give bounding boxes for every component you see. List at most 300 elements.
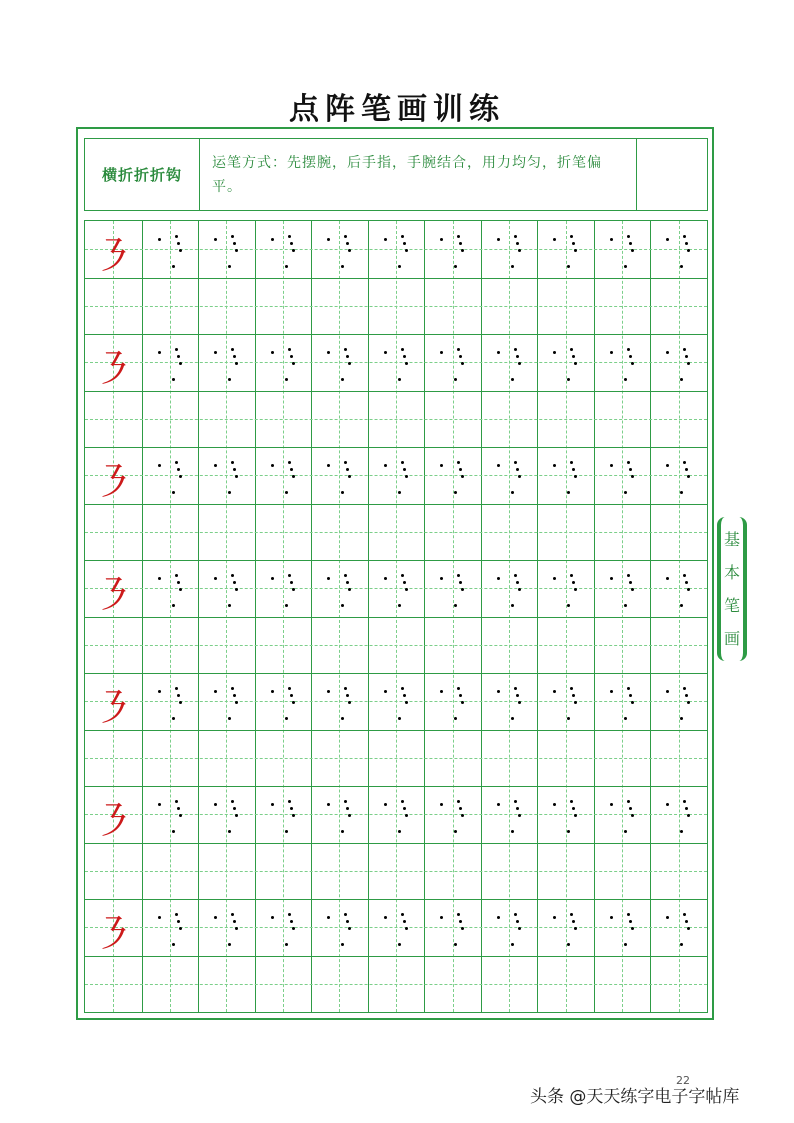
trace-dot — [290, 920, 293, 923]
trace-dot — [570, 800, 573, 803]
trace-dot — [341, 378, 344, 381]
trace-dot — [685, 242, 688, 245]
trace-dot — [454, 491, 457, 494]
trace-dot — [405, 927, 408, 930]
grid-guide-line — [85, 645, 707, 646]
trace-dot — [405, 588, 408, 591]
trace-dot — [572, 807, 575, 810]
trace-dot — [553, 690, 556, 693]
trace-dot — [384, 238, 387, 241]
grid-row-line — [85, 673, 707, 674]
trace-dot — [341, 265, 344, 268]
trace-dot — [574, 588, 577, 591]
trace-dot — [235, 814, 238, 817]
trace-dot — [271, 238, 274, 241]
trace-dot — [631, 588, 634, 591]
trace-dot — [285, 265, 288, 268]
trace-dot — [398, 378, 401, 381]
trace-dot — [285, 830, 288, 833]
trace-dot — [175, 574, 178, 577]
trace-dot — [233, 920, 236, 923]
trace-dot — [346, 694, 349, 697]
trace-dot — [285, 717, 288, 720]
trace-dot — [666, 916, 669, 919]
trace-dot — [214, 690, 217, 693]
trace-dot — [631, 814, 634, 817]
grid-guide-line — [85, 532, 707, 533]
trace-dot — [288, 800, 291, 803]
trace-dot — [401, 800, 404, 803]
trace-dot — [610, 690, 613, 693]
trace-dot — [398, 717, 401, 720]
trace-dot — [572, 468, 575, 471]
trace-dot — [631, 362, 634, 365]
trace-dot — [179, 249, 182, 252]
trace-dot — [572, 581, 575, 584]
trace-dot — [553, 803, 556, 806]
trace-dot — [629, 807, 632, 810]
trace-dot — [627, 348, 630, 351]
trace-dot — [292, 362, 295, 365]
trace-dot — [624, 717, 627, 720]
trace-dot — [401, 348, 404, 351]
side-tab-char: 基 — [723, 529, 740, 549]
trace-dot — [454, 943, 457, 946]
trace-dot — [344, 574, 347, 577]
trace-dot — [518, 362, 521, 365]
trace-dot — [685, 468, 688, 471]
trace-dot — [327, 690, 330, 693]
trace-dot — [511, 378, 514, 381]
trace-dot — [405, 701, 408, 704]
trace-dot — [627, 687, 630, 690]
trace-dot — [553, 916, 556, 919]
trace-dot — [403, 920, 406, 923]
trace-dot — [228, 717, 231, 720]
grid-guide-line — [85, 871, 707, 872]
trace-dot — [516, 920, 519, 923]
trace-dot — [497, 916, 500, 919]
trace-dot — [398, 604, 401, 607]
trace-dot — [341, 491, 344, 494]
side-tab — [717, 517, 747, 661]
grid-row-line — [85, 730, 707, 731]
trace-dot — [624, 830, 627, 833]
trace-dot — [285, 491, 288, 494]
trace-dot — [292, 814, 295, 817]
trace-dot — [327, 803, 330, 806]
trace-dot — [497, 577, 500, 580]
watermark: 头条 @天天练字电子字帖库 — [530, 1087, 740, 1107]
trace-dot — [680, 830, 683, 833]
trace-dot — [341, 604, 344, 607]
trace-dot — [627, 913, 630, 916]
trace-dot — [666, 351, 669, 354]
trace-dot — [175, 687, 178, 690]
trace-dot — [685, 581, 688, 584]
model-stroke: ㇋ — [93, 799, 133, 845]
trace-dot — [233, 807, 236, 810]
trace-dot — [457, 235, 460, 238]
trace-dot — [511, 491, 514, 494]
trace-dot — [457, 348, 460, 351]
stroke-method: 运笔方式：先摆腕，后手指，手腕结合，用力均匀，折笔偏平。 — [200, 139, 637, 210]
trace-dot — [511, 830, 514, 833]
trace-dot — [158, 577, 161, 580]
trace-dot — [288, 913, 291, 916]
trace-dot — [666, 577, 669, 580]
trace-dot — [290, 468, 293, 471]
trace-dot — [666, 690, 669, 693]
trace-dot — [570, 574, 573, 577]
trace-dot — [666, 464, 669, 467]
model-stroke: ㇋ — [93, 686, 133, 732]
trace-dot — [680, 378, 683, 381]
side-tab-char: 笔 — [723, 595, 740, 615]
trace-dot — [177, 242, 180, 245]
trace-dot — [683, 461, 686, 464]
trace-dot — [685, 355, 688, 358]
trace-dot — [172, 265, 175, 268]
trace-dot — [518, 701, 521, 704]
stroke-header — [84, 138, 708, 211]
trace-dot — [290, 581, 293, 584]
trace-dot — [574, 701, 577, 704]
trace-dot — [231, 235, 234, 238]
trace-dot — [685, 920, 688, 923]
trace-dot — [405, 814, 408, 817]
trace-dot — [454, 378, 457, 381]
trace-dot — [177, 920, 180, 923]
trace-dot — [572, 242, 575, 245]
trace-dot — [233, 242, 236, 245]
side-tab-char: 画 — [723, 628, 740, 648]
trace-dot — [457, 574, 460, 577]
trace-dot — [610, 916, 613, 919]
trace-dot — [175, 461, 178, 464]
trace-dot — [327, 916, 330, 919]
trace-dot — [228, 943, 231, 946]
trace-dot — [574, 475, 577, 478]
trace-dot — [570, 461, 573, 464]
trace-dot — [497, 803, 500, 806]
trace-dot — [290, 242, 293, 245]
trace-dot — [461, 701, 464, 704]
grid-row-line — [85, 899, 707, 900]
trace-dot — [666, 238, 669, 241]
trace-dot — [683, 913, 686, 916]
trace-dot — [401, 687, 404, 690]
trace-dot — [175, 235, 178, 238]
trace-dot — [384, 464, 387, 467]
trace-dot — [344, 235, 347, 238]
trace-dot — [172, 717, 175, 720]
trace-dot — [680, 943, 683, 946]
trace-dot — [346, 355, 349, 358]
trace-dot — [175, 913, 178, 916]
grid-row-line — [85, 956, 707, 957]
trace-dot — [344, 348, 347, 351]
trace-dot — [292, 475, 295, 478]
trace-dot — [292, 588, 295, 591]
trace-dot — [346, 807, 349, 810]
trace-dot — [553, 238, 556, 241]
stroke-name: 横折折折钩 — [85, 139, 200, 210]
trace-dot — [440, 803, 443, 806]
trace-dot — [348, 249, 351, 252]
trace-dot — [567, 604, 570, 607]
trace-dot — [567, 491, 570, 494]
trace-dot — [271, 577, 274, 580]
trace-dot — [516, 581, 519, 584]
trace-dot — [346, 581, 349, 584]
trace-dot — [683, 348, 686, 351]
trace-dot — [553, 464, 556, 467]
grid-row-line — [85, 447, 707, 448]
trace-dot — [288, 574, 291, 577]
trace-dot — [348, 927, 351, 930]
grid-row-line — [85, 560, 707, 561]
trace-dot — [570, 913, 573, 916]
trace-dot — [292, 701, 295, 704]
trace-dot — [631, 475, 634, 478]
trace-dot — [461, 475, 464, 478]
trace-dot — [228, 604, 231, 607]
trace-dot — [497, 464, 500, 467]
trace-dot — [175, 348, 178, 351]
trace-dot — [341, 717, 344, 720]
trace-dot — [461, 588, 464, 591]
trace-dot — [158, 916, 161, 919]
trace-dot — [511, 717, 514, 720]
trace-dot — [511, 604, 514, 607]
grid-row-line — [85, 843, 707, 844]
trace-dot — [680, 717, 683, 720]
trace-dot — [553, 351, 556, 354]
trace-dot — [344, 687, 347, 690]
trace-dot — [405, 475, 408, 478]
grid-guide-line — [85, 984, 707, 985]
trace-dot — [398, 830, 401, 833]
trace-dot — [454, 830, 457, 833]
trace-dot — [384, 351, 387, 354]
trace-dot — [610, 351, 613, 354]
trace-dot — [685, 694, 688, 697]
trace-dot — [440, 916, 443, 919]
trace-dot — [228, 830, 231, 833]
trace-dot — [384, 577, 387, 580]
trace-dot — [459, 920, 462, 923]
trace-dot — [231, 574, 234, 577]
trace-dot — [346, 242, 349, 245]
trace-dot — [454, 717, 457, 720]
trace-dot — [172, 830, 175, 833]
trace-dot — [518, 588, 521, 591]
trace-dot — [401, 461, 404, 464]
trace-dot — [271, 803, 274, 806]
trace-dot — [570, 687, 573, 690]
page-title: 点阵笔画训练 — [289, 92, 505, 127]
trace-dot — [631, 701, 634, 704]
trace-dot — [574, 927, 577, 930]
trace-dot — [233, 468, 236, 471]
trace-dot — [285, 604, 288, 607]
trace-dot — [514, 800, 517, 803]
trace-dot — [624, 491, 627, 494]
trace-dot — [627, 235, 630, 238]
trace-dot — [627, 461, 630, 464]
trace-dot — [683, 235, 686, 238]
model-stroke: ㇋ — [93, 347, 133, 393]
trace-dot — [514, 574, 517, 577]
trace-dot — [459, 355, 462, 358]
trace-dot — [511, 943, 514, 946]
trace-dot — [235, 927, 238, 930]
trace-dot — [231, 800, 234, 803]
trace-dot — [627, 574, 630, 577]
trace-dot — [403, 468, 406, 471]
trace-dot — [228, 491, 231, 494]
trace-dot — [327, 351, 330, 354]
trace-dot — [403, 355, 406, 358]
trace-dot — [440, 690, 443, 693]
trace-dot — [403, 242, 406, 245]
grid-row-line — [85, 786, 707, 787]
trace-dot — [341, 943, 344, 946]
trace-dot — [214, 577, 217, 580]
trace-dot — [327, 464, 330, 467]
trace-dot — [158, 238, 161, 241]
trace-dot — [290, 355, 293, 358]
trace-dot — [172, 378, 175, 381]
trace-dot — [516, 355, 519, 358]
trace-dot — [231, 461, 234, 464]
trace-dot — [344, 461, 347, 464]
trace-dot — [179, 475, 182, 478]
trace-dot — [440, 464, 443, 467]
trace-dot — [384, 803, 387, 806]
trace-dot — [567, 378, 570, 381]
model-stroke: ㇋ — [93, 912, 133, 958]
trace-dot — [214, 464, 217, 467]
trace-dot — [158, 690, 161, 693]
trace-dot — [179, 927, 182, 930]
trace-dot — [292, 249, 295, 252]
header-blank-cell — [637, 139, 707, 210]
trace-dot — [567, 943, 570, 946]
trace-dot — [514, 348, 517, 351]
trace-dot — [271, 916, 274, 919]
trace-dot — [179, 588, 182, 591]
trace-dot — [518, 927, 521, 930]
trace-dot — [629, 581, 632, 584]
trace-dot — [348, 475, 351, 478]
trace-dot — [516, 242, 519, 245]
trace-dot — [570, 235, 573, 238]
trace-dot — [228, 378, 231, 381]
trace-dot — [348, 701, 351, 704]
trace-dot — [346, 468, 349, 471]
trace-dot — [680, 604, 683, 607]
trace-dot — [327, 238, 330, 241]
trace-dot — [344, 800, 347, 803]
trace-dot — [384, 690, 387, 693]
trace-dot — [405, 249, 408, 252]
trace-dot — [177, 807, 180, 810]
trace-dot — [514, 461, 517, 464]
trace-dot — [158, 351, 161, 354]
trace-dot — [440, 238, 443, 241]
trace-dot — [683, 574, 686, 577]
trace-dot — [518, 249, 521, 252]
grid-row-line — [85, 504, 707, 505]
trace-dot — [624, 265, 627, 268]
trace-dot — [271, 464, 274, 467]
trace-dot — [457, 461, 460, 464]
grid-row-line — [85, 278, 707, 279]
trace-dot — [158, 803, 161, 806]
trace-dot — [231, 687, 234, 690]
trace-dot — [610, 238, 613, 241]
trace-dot — [214, 351, 217, 354]
trace-dot — [228, 265, 231, 268]
trace-dot — [629, 242, 632, 245]
trace-dot — [629, 468, 632, 471]
model-stroke: ㇋ — [93, 460, 133, 506]
grid-guide-line — [85, 419, 707, 420]
trace-dot — [398, 265, 401, 268]
trace-dot — [631, 249, 634, 252]
trace-dot — [172, 943, 175, 946]
trace-dot — [233, 581, 236, 584]
trace-dot — [177, 355, 180, 358]
trace-dot — [683, 800, 686, 803]
trace-dot — [459, 581, 462, 584]
trace-dot — [327, 577, 330, 580]
trace-dot — [461, 362, 464, 365]
trace-dot — [457, 913, 460, 916]
trace-dot — [572, 355, 575, 358]
trace-dot — [403, 807, 406, 810]
trace-dot — [459, 468, 462, 471]
grid-guide-line — [85, 306, 707, 307]
trace-dot — [570, 348, 573, 351]
trace-dot — [231, 913, 234, 916]
trace-dot — [627, 800, 630, 803]
grid-row-line — [85, 391, 707, 392]
practice-grid — [84, 220, 708, 1013]
trace-dot — [290, 694, 293, 697]
trace-dot — [235, 475, 238, 478]
trace-dot — [233, 694, 236, 697]
trace-dot — [572, 694, 575, 697]
trace-dot — [177, 468, 180, 471]
trace-dot — [624, 943, 627, 946]
trace-dot — [271, 351, 274, 354]
trace-dot — [344, 913, 347, 916]
trace-dot — [384, 916, 387, 919]
trace-dot — [514, 235, 517, 238]
trace-dot — [497, 351, 500, 354]
trace-dot — [348, 814, 351, 817]
trace-dot — [454, 265, 457, 268]
trace-dot — [348, 362, 351, 365]
side-tab-char: 本 — [723, 562, 740, 582]
trace-dot — [348, 588, 351, 591]
page-number: 22 — [676, 1074, 690, 1087]
trace-dot — [177, 581, 180, 584]
trace-dot — [235, 362, 238, 365]
